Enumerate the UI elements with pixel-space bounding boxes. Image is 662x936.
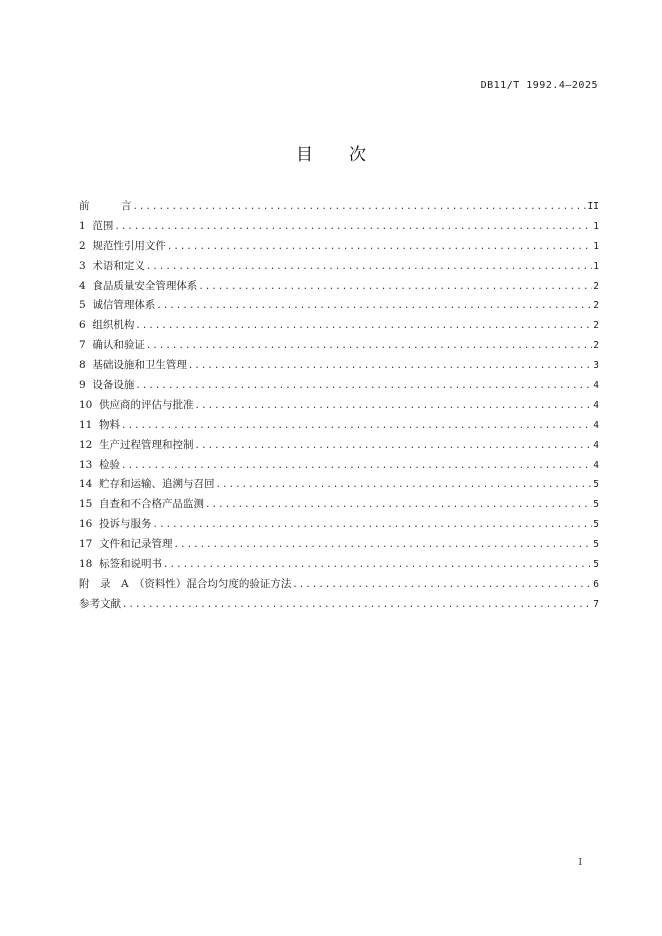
toc-label: 3 术语和定义: [79, 259, 145, 272]
toc-entry-8[interactable]: [79, 356, 599, 376]
toc-page-number: 5: [593, 539, 599, 551]
table-of-contents: [79, 197, 599, 615]
toc-leader-dots: [153, 516, 593, 536]
toc-page-number: 5: [593, 519, 599, 531]
toc-label: 1 范围: [79, 219, 114, 232]
page-number: I: [578, 858, 582, 868]
toc-leader-dots: [133, 198, 587, 218]
toc-label: 8 基础设施和卫生管理: [79, 359, 187, 372]
title-char-2: 次: [349, 145, 366, 165]
toc-label: 10 供应商的评估与批准: [79, 398, 194, 411]
toc-page-number: II: [587, 201, 599, 212]
toc-leader-dots: [167, 238, 592, 258]
toc-label: 2 规范性引用文件: [79, 239, 166, 252]
toc-leader-dots: [121, 417, 592, 437]
toc-entry-17[interactable]: [79, 535, 599, 555]
toc-entry-references[interactable]: [79, 595, 599, 615]
toc-page-number: 3: [593, 360, 599, 372]
toc-entry-15[interactable]: [79, 495, 599, 515]
toc-page-number: 2: [593, 280, 599, 292]
toc-leader-dots: [188, 357, 592, 377]
toc-entry-foreword[interactable]: [79, 197, 599, 217]
toc-page-number: 2: [593, 320, 599, 332]
title-char-1: 目: [296, 145, 313, 165]
toc-page-number: 1: [593, 240, 599, 252]
toc-page-number: 5: [593, 499, 599, 511]
toc-entry-13[interactable]: [79, 456, 599, 476]
toc-entry-5[interactable]: [79, 296, 599, 316]
toc-page-number: 2: [593, 300, 599, 312]
toc-leader-dots: [146, 337, 592, 357]
toc-leader-dots: [156, 297, 592, 317]
toc-leader-dots: [292, 576, 592, 596]
toc-page-number: 1: [593, 260, 599, 272]
toc-leader-dots: [205, 496, 592, 516]
toc-page-number: 7: [593, 598, 599, 610]
toc-page-number: 5: [593, 479, 599, 491]
toc-label: 14 贮存和运输、追溯与召回: [79, 478, 215, 491]
toc-page-number: 1: [593, 220, 599, 232]
toc-page-number: 2: [593, 340, 599, 352]
toc-leader-dots: [135, 317, 592, 337]
toc-label: 参考文献: [79, 597, 121, 610]
toc-page-number: 4: [593, 439, 599, 451]
toc-entry-16[interactable]: [79, 515, 599, 535]
toc-label: 17 文件和记录管理: [79, 538, 173, 551]
toc-entry-9[interactable]: [79, 376, 599, 396]
toc-leader-dots: [195, 397, 593, 417]
page-title: [0, 140, 662, 165]
toc-entry-4[interactable]: [79, 277, 599, 297]
toc-leader-dots: [122, 596, 592, 616]
toc-label: 12 生产过程管理和控制: [79, 438, 194, 451]
toc-leader-dots: [198, 278, 592, 298]
toc-leader-dots: [135, 377, 592, 397]
toc-label: 16 投诉与服务: [79, 518, 152, 531]
toc-entry-10[interactable]: [79, 396, 599, 416]
toc-label: 7 确认和验证: [79, 339, 145, 352]
toc-entry-7[interactable]: [79, 336, 599, 356]
toc-label: 前 言: [79, 200, 132, 212]
toc-page-number: 5: [593, 559, 599, 571]
toc-entry-14[interactable]: [79, 475, 599, 495]
toc-leader-dots: [146, 258, 592, 278]
toc-entry-18[interactable]: [79, 555, 599, 575]
toc-label: 15 自查和不合格产品监测: [79, 498, 205, 511]
toc-page-number: 4: [593, 419, 599, 431]
toc-label: 附 录 A （资料性）混合均匀度的验证方法: [79, 577, 292, 590]
toc-entry-appendix-a[interactable]: [79, 575, 599, 595]
toc-label: 18 标签和说明书: [79, 558, 163, 571]
toc-leader-dots: [216, 476, 593, 496]
toc-label: 9 设备设施: [79, 379, 135, 392]
toc-entry-1[interactable]: [79, 217, 599, 237]
toc-entry-2[interactable]: [79, 237, 599, 257]
toc-page-number: 4: [593, 399, 599, 411]
toc-page-number: 6: [593, 578, 599, 590]
toc-leader-dots: [114, 218, 592, 238]
toc-label: 4 食品质量安全管理体系: [79, 279, 198, 292]
toc-label: 5 诚信管理体系: [79, 299, 156, 312]
toc-leader-dots: [163, 556, 592, 576]
toc-entry-12[interactable]: [79, 436, 599, 456]
toc-label: 6 组织机构: [79, 319, 135, 332]
toc-page-number: 4: [593, 380, 599, 392]
toc-page-number: 4: [593, 459, 599, 471]
document-code: DB11/T 1992.4—2025: [480, 80, 598, 91]
toc-entry-6[interactable]: [79, 316, 599, 336]
toc-label: 11 物料: [79, 418, 121, 431]
toc-leader-dots: [195, 437, 593, 457]
toc-entry-3[interactable]: [79, 257, 599, 277]
toc-leader-dots: [174, 536, 593, 556]
toc-label: 13 检验: [79, 458, 121, 471]
toc-leader-dots: [121, 457, 592, 477]
toc-entry-11[interactable]: [79, 416, 599, 436]
